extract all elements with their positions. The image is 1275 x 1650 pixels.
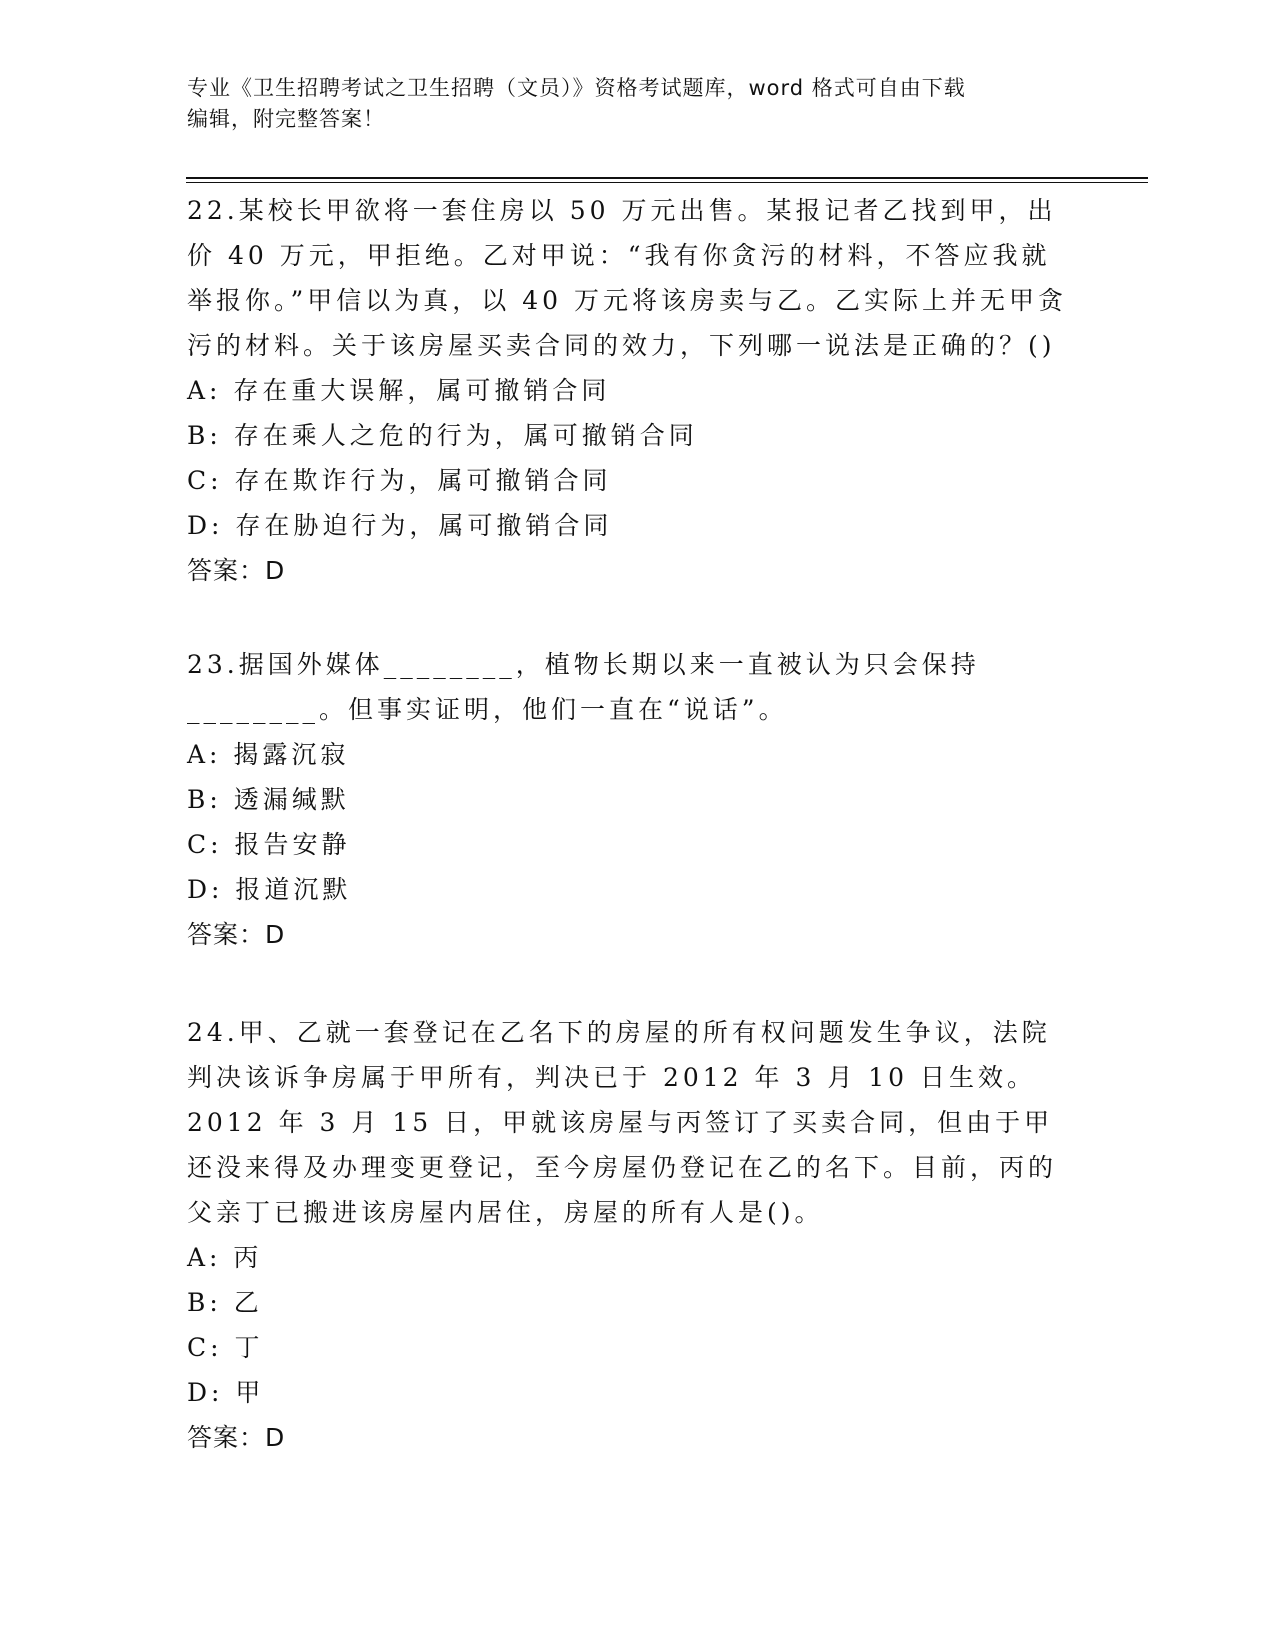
answer: 答案：D (187, 920, 286, 949)
question-23 (187, 642, 1077, 957)
option-a: A: 存在重大误解，属可撤销合同 (187, 376, 611, 405)
option-c: C: 丁 (187, 1333, 264, 1362)
answer: 答案：D (187, 556, 286, 585)
question-22 (187, 188, 1077, 593)
option-d: D: 存在胁迫行为，属可撤销合同 (187, 511, 613, 540)
header-line-1: 专业《卫生招聘考试之卫生招聘（文员）》资格考试题库，word 格式可自由下载 (187, 76, 966, 100)
header-divider (186, 177, 1148, 179)
option-d: D: 甲 (187, 1378, 265, 1407)
option-c: C: 存在欺诈行为，属可撤销合同 (187, 466, 612, 495)
header-divider-thin (186, 182, 1148, 183)
option-a: A: 揭露沉寂 (187, 740, 350, 769)
question-24 (187, 1010, 1077, 1460)
answer: 答案：D (187, 1423, 286, 1452)
question-stem: 24.甲、乙就一套登记在乙名下的房屋的所有权问题发生争议，法院判决该诉争房属于甲所有，判决已于 2012 年 3 月 10 日生效。2012 年 3 月 15 日，甲就该房屋与丙签订了买卖合同，但由于甲还没来得及办理变更登记，至今房屋仍登记在乙的名下。目前，丙的父亲丁已搬进该房屋内居住，房屋的所有人是()。 (187, 1018, 1058, 1227)
document-header (187, 73, 1067, 135)
option-a: A: 丙 (187, 1243, 263, 1272)
option-d: D: 报道沉默 (187, 875, 352, 904)
option-b: B: 存在乘人之危的行为，属可撤销合同 (187, 421, 698, 450)
question-stem: 23.据国外媒体________，植物长期以来一直被认为只会保持________。但事实证明，他们一直在“说话”。 (187, 650, 980, 724)
option-c: C: 报告安静 (187, 830, 351, 859)
option-b: B: 乙 (187, 1288, 263, 1317)
option-b: B: 透漏缄默 (187, 785, 350, 814)
question-stem: 22.某校长甲欲将一套住房以 50 万元出售。某报记者乙找到甲，出价 40 万元，甲拒绝。乙对甲说：“我有你贪污的材料，不答应我就举报你。”甲信以为真，以 40 万元将该房卖与乙。乙实际上并无甲贪污的材料。关于该房屋买卖合同的效力，下列哪一说法是正确的？() (187, 196, 1067, 360)
header-line-2: 编辑，附完整答案！ (187, 107, 385, 131)
